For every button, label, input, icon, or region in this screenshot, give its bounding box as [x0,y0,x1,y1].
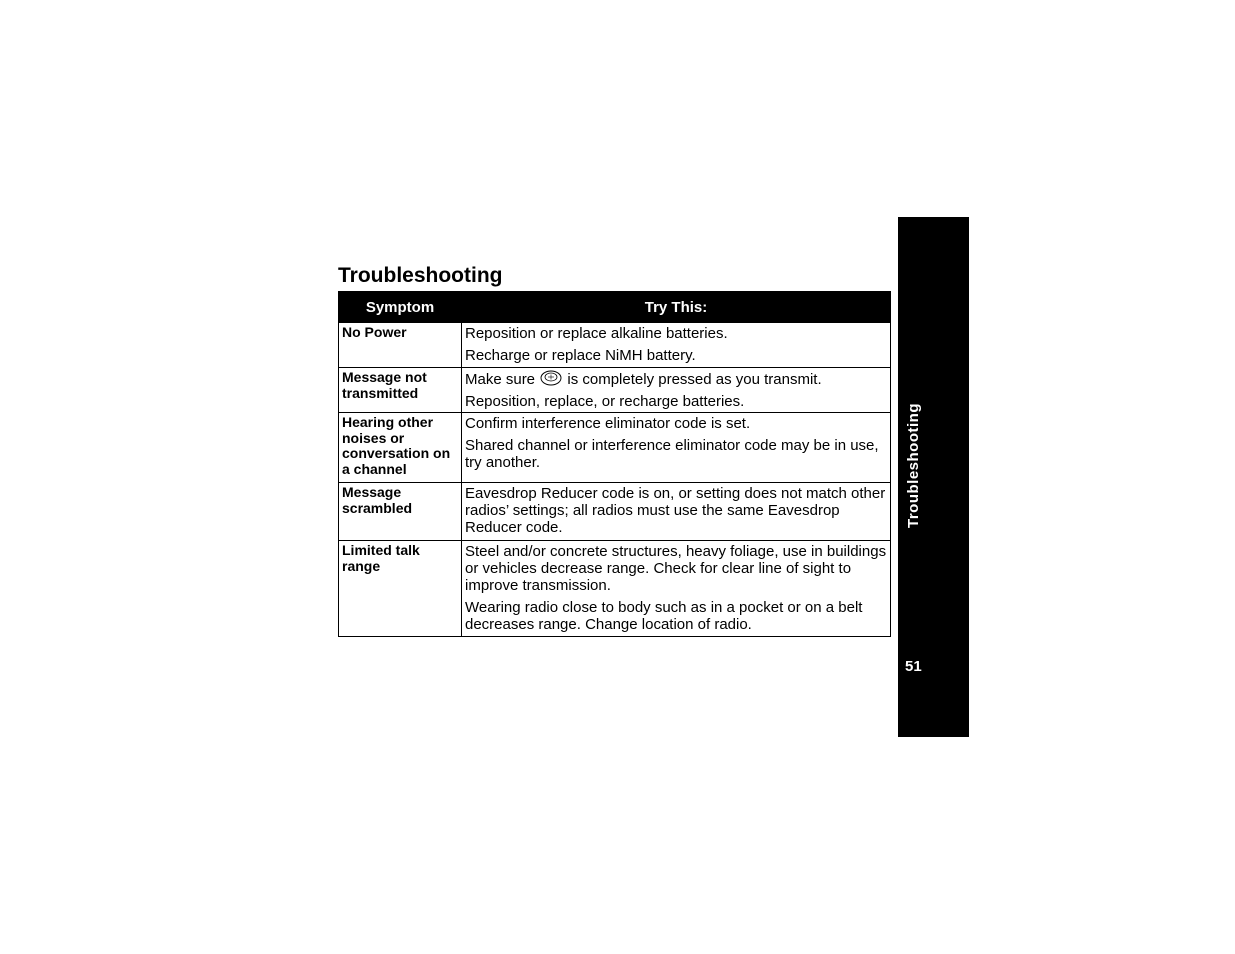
remedy-text-pre: Make sure [465,371,540,388]
table-row [339,368,891,413]
page-number: 51 [905,658,922,675]
symptom-cell: No Power [339,323,462,368]
remedy-cell [462,483,891,541]
table-row [339,413,891,483]
remedy-text: Eavesdrop Reducer code is on, or setting does not match other radios’ settings; all radios must use the same Eavesdrop Reducer code. [465,485,886,536]
symptom-cell: Message not transmitted [339,368,462,413]
remedy-cell [462,413,891,483]
remedy-cell [462,368,891,413]
remedy-text: Reposition or replace alkaline batteries. [465,325,728,342]
ptt-button-icon [540,370,562,386]
symptom-cell: Limited talk range [339,541,462,637]
remedy-text: Recharge or replace NiMH battery. [465,347,696,364]
table-header-row [339,292,891,323]
table-row [339,323,891,368]
troubleshooting-table [338,291,891,637]
page-title: Troubleshooting [338,264,503,287]
remedy-text: Wearing radio close to body such as in a pocket or on a belt decreases range. Change location of radio. [465,599,863,633]
remedy-text: Shared channel or interference eliminator code may be in use, try another. [465,437,879,471]
remedy-cell [462,541,891,637]
remedy-text [465,370,887,388]
header-try-this: Try This: [462,292,891,323]
table-row [339,483,891,541]
side-tab-label: Troubleshooting [905,403,922,528]
remedy-text-post: is completely pressed as you transmit. [563,371,822,388]
remedy-text: Reposition, replace, or recharge batteries. [465,393,745,410]
symptom-cell: Hearing other noises or conversation on a channel [339,413,462,483]
header-symptom: Symptom [339,292,462,323]
symptom-cell: Message scrambled [339,483,462,541]
remedy-text: Steel and/or concrete structures, heavy foliage, use in buildings or vehicles decrease range. Check for clear line of sight to improve transmission. [465,543,887,594]
table-row [339,541,891,637]
remedy-text: Confirm interference eliminator code is set. [465,415,751,432]
remedy-cell [462,323,891,368]
